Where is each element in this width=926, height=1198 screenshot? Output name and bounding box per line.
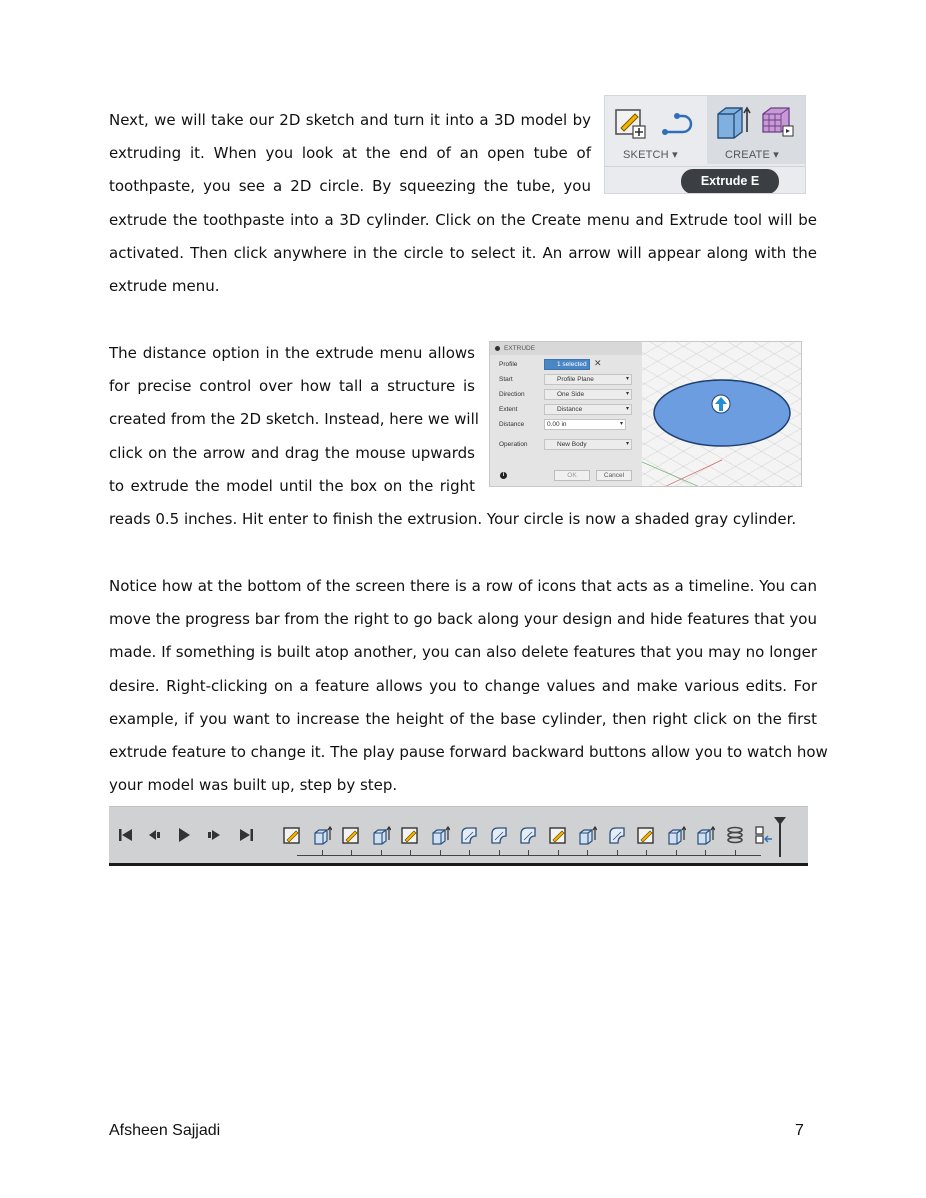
distance-row (490, 418, 642, 432)
text-line: to extrude the model until the box on the right (109, 476, 475, 495)
sketch-group (605, 96, 705, 164)
extrude-tooltip: Extrude E (681, 169, 779, 194)
text-line: extrude menu. (109, 276, 220, 295)
timeline-extrude-icon[interactable] (666, 825, 686, 845)
timeline-tick (587, 850, 588, 856)
text-line: activated. Then click anywhere in the circle to select it. An arrow will appear along with the (109, 243, 817, 262)
timeline-tick (499, 850, 500, 856)
step-back-icon[interactable] (146, 827, 164, 843)
start-row (490, 373, 642, 387)
play-icon[interactable] (175, 827, 193, 843)
timeline-tick (558, 850, 559, 856)
info-icon[interactable]: i (500, 472, 507, 479)
text-line: created from the 2D sketch. Instead, here we will (109, 410, 479, 429)
extrude-dialog-screenshot (489, 341, 802, 487)
timeline-tick (528, 850, 529, 856)
text-line: toothpaste, you see a 2D circle. By squeezing the tube, you (109, 177, 591, 196)
create-group[interactable] (707, 96, 805, 164)
text-line: desire. Right-clicking on a feature allows you to change values and make various edits. For (109, 676, 817, 695)
start-select[interactable]: Profile Plane ▾ (544, 374, 632, 385)
text-line: move the progress bar from the right to go back along your design and hide features that you (109, 610, 817, 629)
timeline-tick (735, 850, 736, 856)
3d-viewport[interactable] (642, 342, 802, 487)
timeline-extrude-icon[interactable] (312, 825, 332, 845)
distance-input[interactable]: 0.00 in ▾ (544, 419, 626, 430)
paragraph-timeline (109, 570, 828, 802)
extrude-panel-title: EXTRUDE (490, 342, 642, 355)
cancel-button[interactable]: Cancel (596, 470, 632, 481)
text-line: extruding it. When you look at the end of an open tube of (109, 144, 591, 163)
footer-author: Afsheen Sajjadi (109, 1122, 221, 1139)
timeline-sketch-icon[interactable] (636, 825, 656, 845)
extrude-icon (712, 102, 752, 142)
extent-select[interactable]: Distance ▾ (544, 404, 632, 415)
timeline-fillet-icon[interactable] (518, 825, 538, 845)
timeline-tick (440, 850, 441, 856)
timeline-extrude-icon[interactable] (695, 825, 715, 845)
extrude-panel (490, 342, 643, 487)
timeline-tick (469, 850, 470, 856)
operation-row (490, 438, 642, 452)
timeline-bottom-border (109, 863, 808, 866)
timeline-extrude-icon[interactable] (430, 825, 450, 845)
timeline-marker-icon[interactable] (754, 825, 774, 845)
timeline-sketch-icon[interactable] (341, 825, 361, 845)
timeline-tick (381, 850, 382, 856)
text-line: example, if you want to increase the height of the base cylinder, then right click on the first (109, 709, 817, 728)
step-forward-icon[interactable] (205, 827, 223, 843)
timeline-extrude-icon[interactable] (577, 825, 597, 845)
timeline-fillet-icon[interactable] (607, 825, 627, 845)
skip-to-start-icon[interactable] (117, 827, 135, 843)
create-toolbar-screenshot (604, 95, 806, 194)
ok-button[interactable]: OK (554, 470, 590, 481)
text-line: for precise control over how tall a structure is (109, 377, 475, 396)
profile-row (490, 358, 642, 372)
box-primitive-icon (759, 104, 797, 140)
timeline-tick (617, 850, 618, 856)
direction-row (490, 388, 642, 402)
timeline-fillet-icon[interactable] (459, 825, 479, 845)
create-sketch-icon (613, 106, 647, 140)
timeline-sketch-icon[interactable] (282, 825, 302, 845)
text-line: Notice how at the bottom of the screen there is a row of icons that acts as a timeline. You can (109, 577, 817, 595)
timeline-tick (646, 850, 647, 856)
operation-label: Operation (499, 441, 528, 448)
text-line: Next, we will take our 2D sketch and turn it into a 3D model by (109, 111, 591, 129)
timeline-sketch-icon[interactable] (400, 825, 420, 845)
timeline-tick (676, 850, 677, 856)
text-line: made. If something is built atop another, you can also delete features that you may no longer (109, 643, 817, 662)
profile-label: Profile (499, 361, 518, 368)
timeline-tick (322, 850, 323, 856)
extent-row (490, 403, 642, 417)
operation-select[interactable]: New Body ▾ (544, 439, 632, 450)
timeline-fillet-icon[interactable] (489, 825, 509, 845)
page-number: 7 (795, 1122, 804, 1139)
timeline-sketch-icon[interactable] (548, 825, 568, 845)
extent-label: Extent (499, 406, 518, 413)
timeline-extrude-icon[interactable] (371, 825, 391, 845)
text-line: The distance option in the extrude menu allows (109, 344, 475, 362)
divider (605, 166, 805, 167)
timeline-marker-icon[interactable] (773, 815, 787, 859)
profile-selection[interactable]: 1 selected (544, 359, 590, 370)
timeline-tick (410, 850, 411, 856)
text-line: your model was built up, step by step. (109, 776, 398, 795)
timeline-tick (351, 850, 352, 856)
create-menu-label[interactable]: CREATE ▾ (725, 149, 779, 161)
distance-label: Distance (499, 421, 525, 428)
text-line: reads 0.5 inches. Hit enter to finish the extrusion. Your circle is now a shaded gray cylinder. (109, 509, 797, 528)
text-line: click on the arrow and drag the mouse upwards (109, 443, 475, 462)
timeline-screenshot (109, 806, 808, 866)
timeline-track (297, 855, 761, 856)
direction-label: Direction (499, 391, 525, 398)
clear-selection-icon[interactable]: ✕ (594, 358, 602, 368)
text-line: extrude feature to change it. The play pause forward backward buttons allow you to watch how (109, 742, 828, 761)
skip-to-end-icon[interactable] (237, 827, 255, 843)
extrude-arrow-icon (712, 395, 730, 413)
timeline-tick (705, 850, 706, 856)
start-label: Start (499, 376, 513, 383)
sketch-profile-view (642, 342, 802, 487)
timeline-coil-icon[interactable] (725, 825, 745, 845)
sketch-menu-label[interactable]: SKETCH ▾ (623, 149, 678, 161)
text-line: extrude the toothpaste into a 3D cylinder. Click on the Create menu and Extrude tool will be (109, 210, 817, 229)
line-tool-icon (659, 110, 695, 138)
direction-select[interactable]: One Side ▾ (544, 389, 632, 400)
